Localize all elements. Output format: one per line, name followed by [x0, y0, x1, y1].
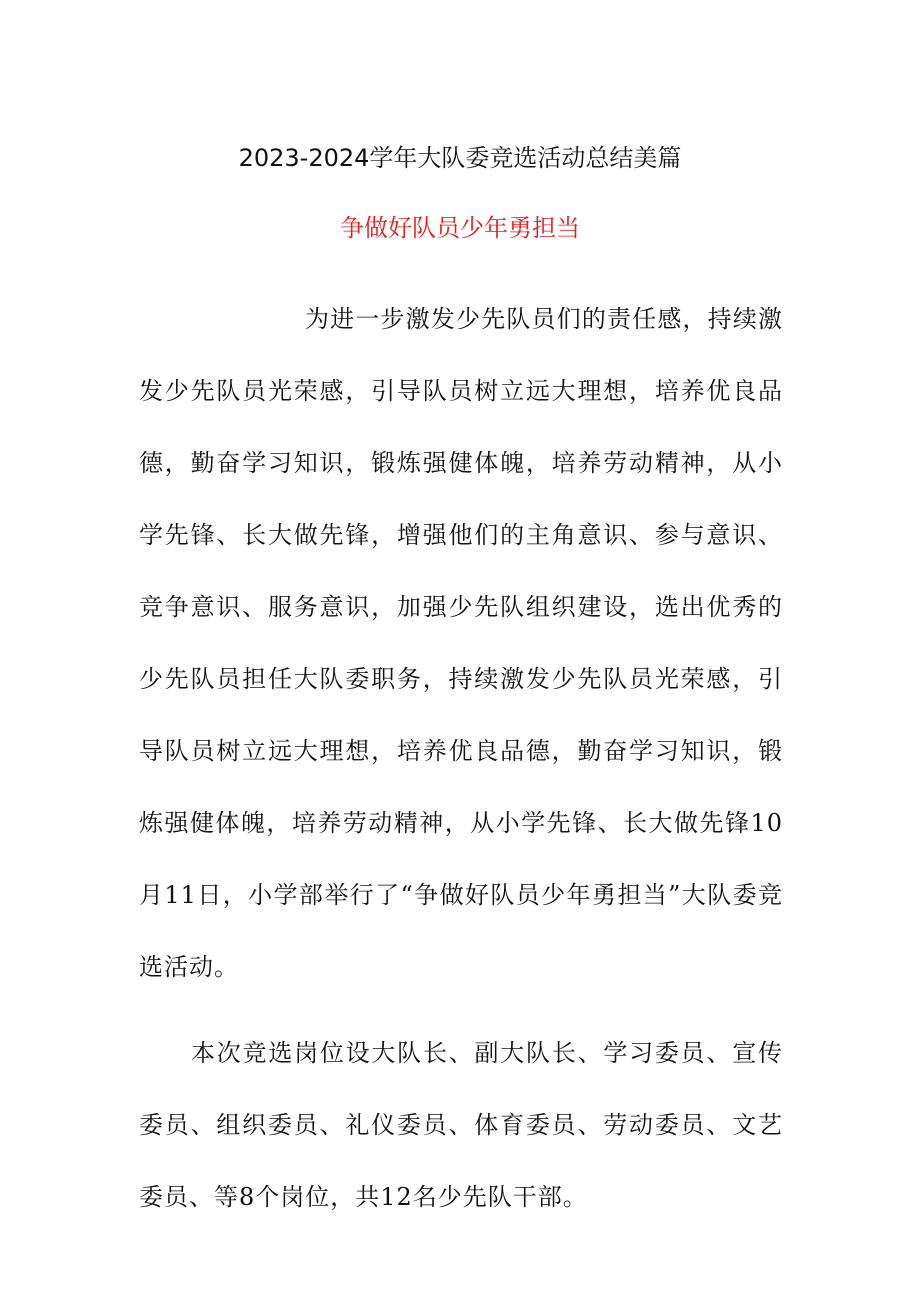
document-body [139, 283, 783, 1233]
document-title: 2023-2024学年大队委竞选活动总结美篇 [238, 144, 682, 172]
paragraph-intro: 为进一步激发少先队员们的责任感，持续激发少先队员光荣感，引导队员树立远大理想，培养优良品德，勤奋学习知识，锻炼强健体魄，培养劳动精神，从小学先锋、长大做先锋，增强他们的主角意识、参与意识、竞争意识、服务意识，加强少先队组织建设，选出优秀的少先队员担任大队委职务，持续激发少先队员光荣感，引导队员树立远大理想，培养优良品德，勤奋学习知识，锻炼强健体魄，培养劳动精神，从小学先锋、长大做先锋10月11日，小学部举行了“争做好队员少年勇担当”大队委竞选活动。 [139, 305, 783, 981]
document-subtitle: 争做好队员少年勇担当 [340, 214, 580, 242]
paragraph-positions: 本次竞选岗位设大队长、副大队长、学习委员、宣传委员、组织委员、礼仪委员、体育委员、劳动委员、文艺委员、等8个岗位，共12名少先队干部。 [139, 1039, 783, 1211]
